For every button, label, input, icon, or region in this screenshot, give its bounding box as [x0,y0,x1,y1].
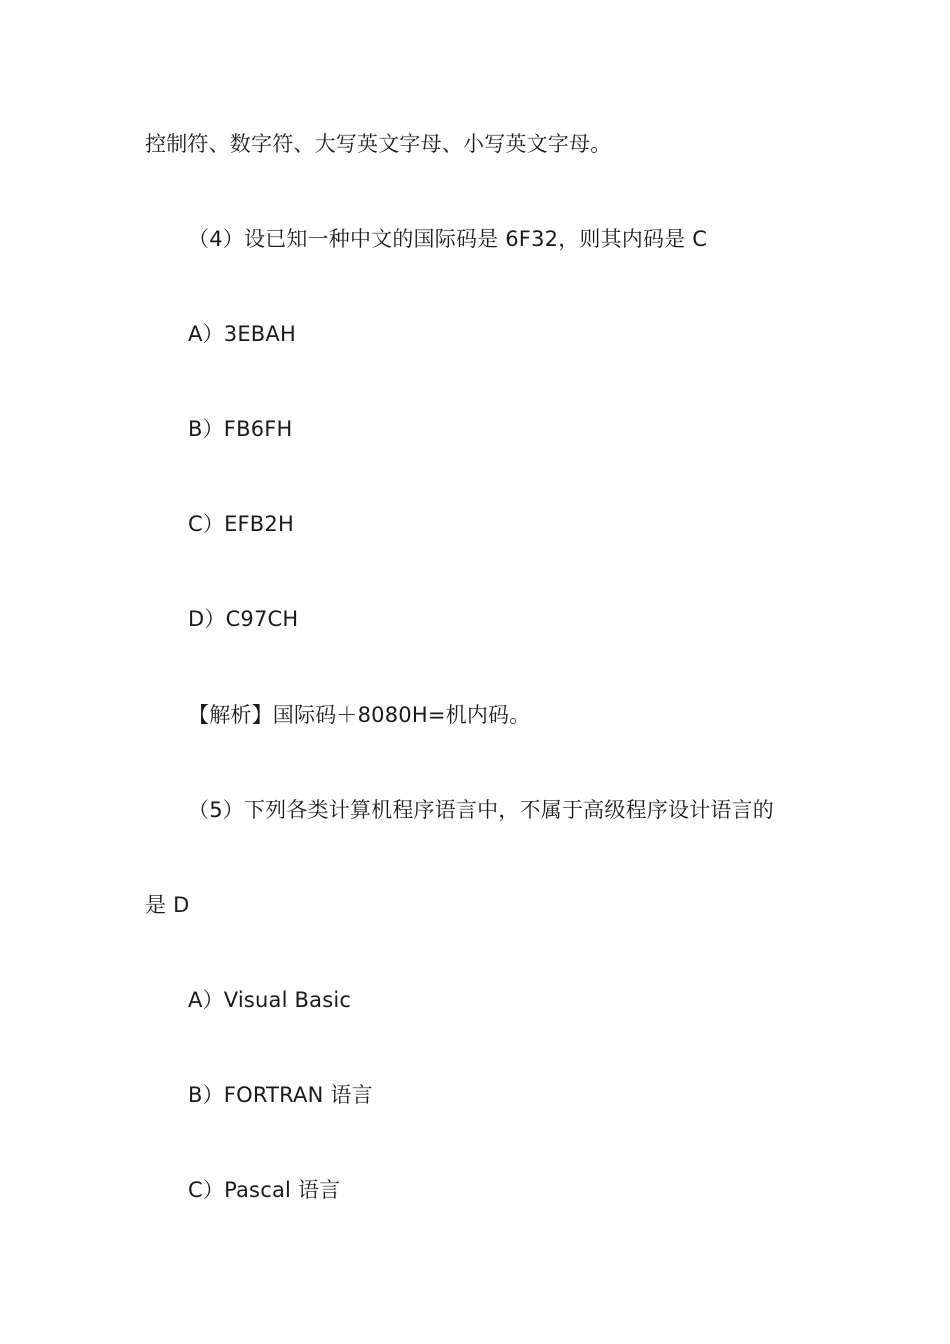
question-5-stem: （5）下列各类计算机程序语言中，不属于高级程序设计语言的 [188,798,774,822]
question-4-option-a: A）3EBAH [188,322,296,346]
question-5-option-a: A）Visual Basic [188,988,352,1012]
text-line-character-categories: 控制符、数字符、大写英文字母、小写英文字母。 [145,132,612,156]
question-4-stem: （4）设已知一种中文的国际码是 6F32，则其内码是 C [188,227,708,251]
question-5-option-b: B）FORTRAN 语言 [188,1083,373,1107]
question-5-option-c: C）Pascal 语言 [188,1178,341,1202]
question-4-option-b: B）FB6FH [188,417,293,441]
question-4-option-c: C）EFB2H [188,512,294,536]
question-4-option-d: D）C97CH [188,607,299,631]
question-5-stem-continued: 是 D [145,893,190,917]
question-4-explanation: 【解析】国际码＋8080H=机内码。 [188,703,531,727]
